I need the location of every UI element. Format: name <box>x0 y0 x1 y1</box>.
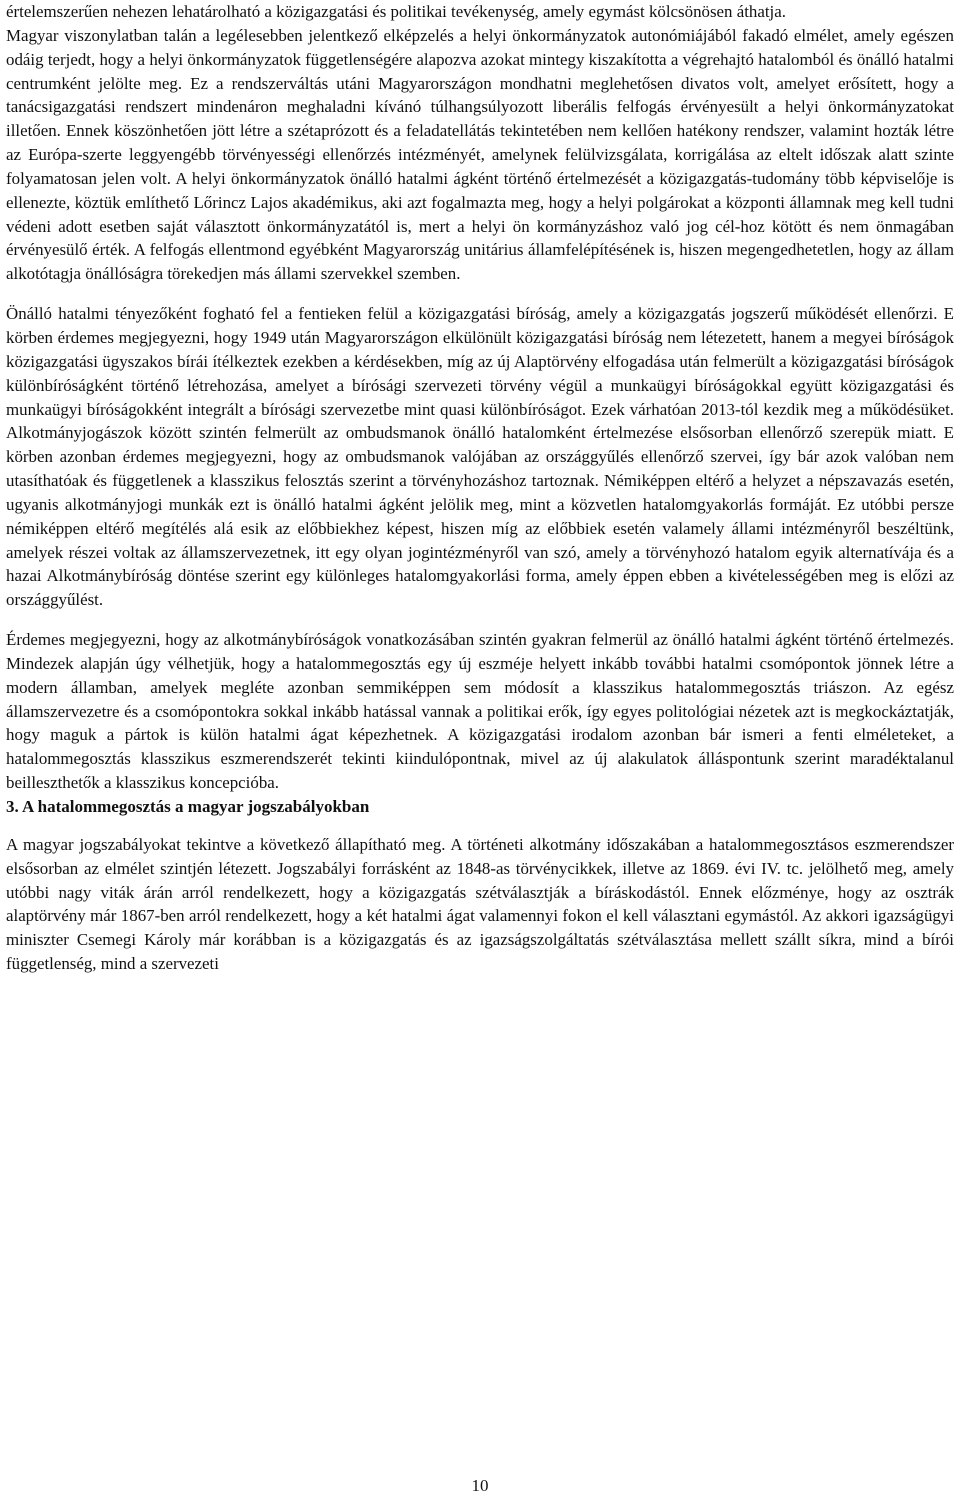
document-page <box>6 0 954 1509</box>
paragraph-hungarian-legislation: A magyar jogszabályokat tekintve a következő állapítható meg. A történeti alkotmány időszakában a hatalommegosztásos eszmerendszer elsősorban az elmélet szintjén létezett. Jogszabályi forrásként az 1848-as törvénycikkek, illetve az 1869. évi IV. tc. jelölhető meg, amely utóbbi nagy viták árán arról rendelkezett, hogy a közigazgatás szétválasztják a bíráskodástól. Ennek előzménye, hogy az osztrák alaptörvény már 1867-ben arról rendelkezett, hogy a két hatalmi ágat valamennyi fokon el kell választani egymástól. Az akkori igazságügyi miniszter Csemegi Károly már korábban is a közigazgatás és az igazságszolgáltatás szétválasztása mellett szállt síkra, mind a bírói függetlenség, mind a szervezeti <box>6 834 954 974</box>
page-number: 10 <box>471 1476 489 1495</box>
paragraph-local-governments: Magyar viszonylatban talán a legélesebben jelentkező elképzelés a helyi önkormányzatok autonómiájából fakadó elmélet, amely egészen odáig terjedt, hogy a helyi önkormányzatok függetlenségére alapozva azokat mintegy kiszakította a végrehajtó hatalomból és önálló hatalmi centrumként jelölte meg. Ez a rendszerváltás utáni Magyarországon mondhatni meglehetősen divatos volt, amelyet erősített, hogy a tanácsigazgatási rendszert mindenáron meghaladni kívánó túlhangsúlyozott liberális felfogás érvényesült a helyi önkormányzatokat illetően. Ennek köszönhetően jött létre a szétaprózott és a feladatellátás tekintetében nem kellően hatékony rendszer, valamint hozták létre az Európa-szerte leggyengébb törvényességi ellenőrzés intézményét, amelynek felülvizsgálata, korrigálása az eltelt időszak alatt szinte folyamatosan jelen volt. A helyi önkormányzatok önálló hatalmi ágként történő értelmezését a közigazgatás-tudomány több képviselője is ellenezte, köztük említhető Lőrincz Lajos akadémikus, aki azt fogalmazta meg, hogy a helyi polgárokat a központi államnak meg kell tudni védeni adott esetben saját választott önkormányzatától is, mert a helyi ön kormányzáshoz való jog cél-hoz kötött és nem önmagában érvényesülő érték. A felfogás ellentmond egyébként Magyarország unitárius államfelépítésének is, hiszen megengedhetetlen, hogy az állam alkotótagja önállóságra törekedjen más állami szervekkel szemben. <box>6 25 954 284</box>
paragraph-administrative-court: Önálló hatalmi tényezőként fogható fel a fentieken felül a közigazgatási bíróság, amely a közigazgatás jogszerű működését ellenőrzi. E körben érdemes megjegyezni, hogy 1949 után Magyarországon elkülönült közigazgatási bíróság nem létezetett, hanem a megyei bíróságok közigazgatási ügyszakos bírái ítélkeztek ezekben a kérdésekben, míg az új Alaptörvény elfogadása után felmerült a közigazgatási bíróságok különbíróságként történő létrehozása, amelyet a bírósági szervezeti törvény végül a munkaügyi bíróságokkal együtt közigazgatási és munkaügyi bíróságokként integrált a bírósági szervezetbe mint quasi különbíróságot. Ezek várhatóan 2013-tól kezdik meg a működésüket. Alkotmányjogászok között szintén felmerült az ombudsmanok önálló hatalomként értelmezése elsősorban ellenőrző szerepük miatt. E körben azonban érdemes megjegyezni, hogy az ombudsmanok valójában az országgyűlés ellenőrző szervei, így bár azok valóban nem utasíthatóak és függetlenek a klasszikus felosztás szerint a törvényhozáshoz tartoznak. Némiképpen eltérő a helyzet a népszavazás esetén, ugyanis alkotmányjogi munkák ezt is önálló hatalmi ágként jelölik meg, mint a közvetlen hatalomgyakorlás formáját. Ez utóbbi persze némiképpen eltérő megítélés alá esik az előbbiekhez képest, hiszen míg az előbbiek esetén valamely állami intézményről beszéltünk, amelyek részei voltak az államszervezetnek, itt egy olyan jogintézményről van szó, amely a törvényhozó hatalom egyik alternatívája és a hazai Alkotmánybíróság döntése szerint egy különleges hatalomgyakorlási forma, amely éppen ebben a kivételességében meg is előzi az országgyűlést. <box>6 304 954 610</box>
section-heading: 3. A hatalommegosztás a magyar jogszabályokban <box>6 797 370 816</box>
paragraph-constitutional-courts: Érdemes megjegyezni, hogy az alkotmánybíróságok vonatkozásában szintén gyakran felmerül az önálló hatalmi ágként történő értelmezés. Mindezek alapján úgy vélhetjük, hogy a hatalommegosztás egy új eszméje helyett inkább további hatalmi csomópontok jönnek létre a modern államban, amelyek megléte azonban semmiképpen sem módosít a klasszikus hatalommegosztás triászon. Az egész államszervezetre és a csomópontokra sokkal inkább hatással vannak a politikai erők, így egyes politológiai nézetek azt is megkockáztatják, hogy maguk a pártok is külön hatalmi ágat képezhetnek. A közigazgatási irodalom azonban bár ismeri a fenti elméleteket, a hatalommegosztás klasszikus eszmerendszerét tekinti kiindulópontnak, mivel az új alakulatok álláspontunk szerint maradéktalanul beilleszthetők a klasszikus koncepcióba. <box>6 630 954 793</box>
paragraph-continuation: értelemszerűen nehezen lehatárolható a közigazgatási és politikai tevékenység, amely egymást kölcsönösen áthatja. <box>6 2 786 21</box>
